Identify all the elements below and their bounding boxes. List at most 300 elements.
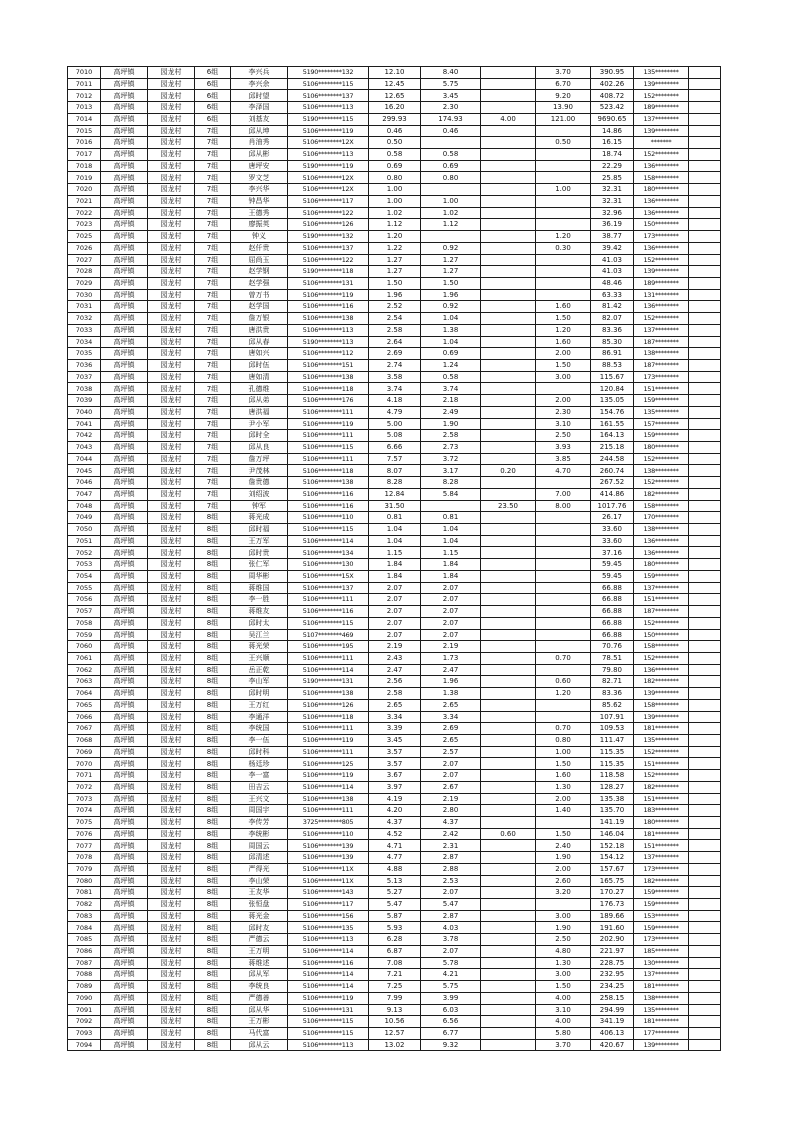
cell-group: 8组 [195, 770, 231, 782]
cell-town: 高坪镇 [101, 488, 148, 500]
cell-total_area: 5.08 [369, 430, 421, 442]
cell-phone: 135******** [634, 734, 689, 746]
cell-total_area: 1.04 [369, 535, 421, 547]
cell-id_number: 5190********115 [288, 113, 369, 125]
cell-total_area: 6.28 [369, 934, 421, 946]
cell-amount: 86.91 [591, 348, 634, 360]
cell-total_area: 4.20 [369, 805, 421, 817]
cell-phone: 181******** [634, 723, 689, 735]
cell-name: 罗文芝 [231, 172, 288, 184]
cell-area_b [481, 383, 536, 395]
cell-total_area: 1.15 [369, 547, 421, 559]
cell-town: 高坪镇 [101, 1004, 148, 1016]
cell-note [689, 945, 721, 957]
cell-area_a: 1.90 [421, 418, 481, 430]
cell-name: 李通洋 [231, 711, 288, 723]
cell-phone: 139******** [634, 125, 689, 137]
cell-total_area: 0.58 [369, 149, 421, 161]
cell-town: 高坪镇 [101, 395, 148, 407]
cell-phone: 138******** [634, 465, 689, 477]
cell-serial: 7093 [68, 1027, 101, 1039]
cell-total_area: 2.07 [369, 606, 421, 618]
cell-area_a: 0.46 [421, 125, 481, 137]
cell-town: 高坪镇 [101, 969, 148, 981]
cell-area_a: 6.03 [421, 1004, 481, 1016]
cell-town: 高坪镇 [101, 348, 148, 360]
cell-total_area: 1.84 [369, 559, 421, 571]
cell-area_a: 4.21 [421, 969, 481, 981]
cell-serial: 7047 [68, 488, 101, 500]
cell-town: 高坪镇 [101, 793, 148, 805]
cell-amount: 111.47 [591, 734, 634, 746]
cell-area_b [481, 418, 536, 430]
cell-amount: 38.77 [591, 231, 634, 243]
cell-town: 高坪镇 [101, 957, 148, 969]
cell-area_b [481, 102, 536, 114]
cell-phone: 181******** [634, 1016, 689, 1028]
cell-amount: 82.07 [591, 313, 634, 325]
cell-total_area: 12.84 [369, 488, 421, 500]
cell-group: 8组 [195, 617, 231, 629]
cell-area_b [481, 336, 536, 348]
cell-group: 7组 [195, 231, 231, 243]
cell-name: 王兴顺 [231, 652, 288, 664]
cell-total_area: 0.80 [369, 172, 421, 184]
cell-serial: 7027 [68, 254, 101, 266]
cell-town: 高坪镇 [101, 78, 148, 90]
cell-name: 李兴华 [231, 184, 288, 196]
cell-village: 园龙村 [148, 336, 195, 348]
table-row [68, 793, 721, 805]
cell-area_a: 1.04 [421, 524, 481, 536]
cell-area_a: 2.07 [421, 945, 481, 957]
cell-total_area: 2.74 [369, 359, 421, 371]
cell-village: 园龙村 [148, 734, 195, 746]
cell-id_number: 5106********116 [288, 488, 369, 500]
cell-area_b [481, 617, 536, 629]
cell-town: 高坪镇 [101, 758, 148, 770]
cell-area_c: 1.50 [536, 981, 591, 993]
cell-village: 园龙村 [148, 570, 195, 582]
table-row [68, 957, 721, 969]
cell-village: 园龙村 [148, 992, 195, 1004]
table-row [68, 981, 721, 993]
cell-total_area: 1.96 [369, 289, 421, 301]
cell-area_c: 3.00 [536, 371, 591, 383]
cell-amount: 176.73 [591, 899, 634, 911]
cell-serial: 7087 [68, 957, 101, 969]
cell-village: 园龙村 [148, 957, 195, 969]
table-row [68, 805, 721, 817]
cell-area_b [481, 359, 536, 371]
cell-area_a: 2.49 [421, 406, 481, 418]
cell-serial: 7049 [68, 512, 101, 524]
cell-area_c: 1.00 [536, 746, 591, 758]
cell-town: 高坪镇 [101, 570, 148, 582]
cell-phone: 139******** [634, 688, 689, 700]
cell-name: 王友华 [231, 887, 288, 899]
cell-area_a: 3.45 [421, 90, 481, 102]
table-row [68, 184, 721, 196]
cell-area_a: 0.80 [421, 172, 481, 184]
cell-total_area: 2.07 [369, 629, 421, 641]
cell-phone: 138******** [634, 992, 689, 1004]
cell-note [689, 852, 721, 864]
cell-amount: 215.18 [591, 442, 634, 454]
cell-group: 8组 [195, 781, 231, 793]
cell-area_c [536, 277, 591, 289]
cell-total_area: 12.65 [369, 90, 421, 102]
cell-area_c: 1.60 [536, 770, 591, 782]
cell-area_a: 2.87 [421, 852, 481, 864]
cell-amount: 152.18 [591, 840, 634, 852]
cell-note [689, 313, 721, 325]
cell-area_a: 2.07 [421, 582, 481, 594]
cell-area_a: 2.31 [421, 840, 481, 852]
cell-village: 园龙村 [148, 969, 195, 981]
cell-note [689, 957, 721, 969]
cell-area_c: 1.90 [536, 922, 591, 934]
cell-area_a: 0.92 [421, 242, 481, 254]
cell-phone: 151******** [634, 383, 689, 395]
cell-village: 园龙村 [148, 934, 195, 946]
cell-village: 园龙村 [148, 664, 195, 676]
cell-group: 7组 [195, 254, 231, 266]
cell-amount: 146.04 [591, 828, 634, 840]
cell-town: 高坪镇 [101, 981, 148, 993]
cell-name: 邱从云 [231, 1039, 288, 1051]
cell-village: 园龙村 [148, 945, 195, 957]
cell-note [689, 594, 721, 606]
cell-note [689, 301, 721, 313]
cell-amount: 135.70 [591, 805, 634, 817]
cell-id_number: 5106********115 [288, 524, 369, 536]
cell-town: 高坪镇 [101, 477, 148, 489]
cell-group: 8组 [195, 840, 231, 852]
cell-group: 8组 [195, 957, 231, 969]
cell-area_c: 3.00 [536, 910, 591, 922]
cell-area_a: 2.07 [421, 594, 481, 606]
cell-group: 8组 [195, 1016, 231, 1028]
table-row [68, 570, 721, 582]
cell-village: 园龙村 [148, 535, 195, 547]
table-row [68, 559, 721, 571]
cell-id_number: 5106********176 [288, 395, 369, 407]
cell-id_number: 5106********131 [288, 1004, 369, 1016]
cell-serial: 7033 [68, 324, 101, 336]
cell-town: 高坪镇 [101, 559, 148, 571]
cell-amount: 267.52 [591, 477, 634, 489]
cell-total_area: 9.13 [369, 1004, 421, 1016]
cell-town: 高坪镇 [101, 418, 148, 430]
table-row [68, 840, 721, 852]
cell-area_c [536, 664, 591, 676]
cell-group: 8组 [195, 1004, 231, 1016]
table-row [68, 113, 721, 125]
cell-phone: 152******** [634, 746, 689, 758]
cell-serial: 7081 [68, 887, 101, 899]
cell-total_area: 16.20 [369, 102, 421, 114]
cell-phone: 136******** [634, 547, 689, 559]
cell-area_b [481, 817, 536, 829]
cell-note [689, 406, 721, 418]
cell-id_number: 5106********122 [288, 207, 369, 219]
cell-group: 8组 [195, 641, 231, 653]
cell-id_number: 5106********135 [288, 922, 369, 934]
cell-group: 8组 [195, 863, 231, 875]
cell-note [689, 324, 721, 336]
cell-village: 园龙村 [148, 160, 195, 172]
cell-serial: 7054 [68, 570, 101, 582]
cell-amount: 164.13 [591, 430, 634, 442]
cell-phone: 173******** [634, 231, 689, 243]
cell-area_a: 1.02 [421, 207, 481, 219]
cell-id_number: 5106********116 [288, 500, 369, 512]
cell-phone: 137******** [634, 969, 689, 981]
cell-area_b [481, 676, 536, 688]
cell-group: 8组 [195, 699, 231, 711]
cell-serial: 7057 [68, 606, 101, 618]
cell-area_c: 0.30 [536, 242, 591, 254]
cell-note [689, 160, 721, 172]
cell-amount: 115.67 [591, 371, 634, 383]
table-row [68, 699, 721, 711]
cell-amount: 107.91 [591, 711, 634, 723]
cell-village: 园龙村 [148, 863, 195, 875]
cell-town: 高坪镇 [101, 149, 148, 161]
cell-name: 岳正乾 [231, 664, 288, 676]
cell-phone: 131******** [634, 289, 689, 301]
cell-town: 高坪镇 [101, 934, 148, 946]
cell-group: 7组 [195, 184, 231, 196]
cell-total_area: 3.67 [369, 770, 421, 782]
cell-note [689, 336, 721, 348]
cell-village: 园龙村 [148, 899, 195, 911]
cell-amount: 79.80 [591, 664, 634, 676]
cell-town: 高坪镇 [101, 547, 148, 559]
cell-town: 高坪镇 [101, 770, 148, 782]
cell-area_c [536, 149, 591, 161]
cell-group: 8组 [195, 547, 231, 559]
cell-area_b [481, 699, 536, 711]
cell-area_a: 2.18 [421, 395, 481, 407]
cell-village: 园龙村 [148, 805, 195, 817]
cell-total_area: 7.25 [369, 981, 421, 993]
cell-note [689, 184, 721, 196]
cell-note [689, 629, 721, 641]
cell-serial: 7017 [68, 149, 101, 161]
cell-phone: 157******** [634, 418, 689, 430]
cell-town: 高坪镇 [101, 184, 148, 196]
cell-village: 园龙村 [148, 324, 195, 336]
cell-serial: 7084 [68, 922, 101, 934]
cell-name: 邱从良 [231, 442, 288, 454]
cell-village: 园龙村 [148, 453, 195, 465]
cell-total_area: 3.57 [369, 758, 421, 770]
cell-village: 园龙村 [148, 395, 195, 407]
cell-id_number: 5106********117 [288, 195, 369, 207]
cell-note [689, 78, 721, 90]
cell-area_a: 5.47 [421, 899, 481, 911]
cell-area_b [481, 688, 536, 700]
cell-area_c: 7.00 [536, 488, 591, 500]
cell-name: 张仁军 [231, 559, 288, 571]
cell-amount: 390.95 [591, 67, 634, 79]
cell-serial: 7023 [68, 219, 101, 231]
cell-group: 8组 [195, 817, 231, 829]
cell-group: 7组 [195, 313, 231, 325]
cell-note [689, 254, 721, 266]
cell-group: 7组 [195, 277, 231, 289]
cell-area_a [421, 137, 481, 149]
table-row [68, 746, 721, 758]
cell-phone: 137******** [634, 582, 689, 594]
cell-serial: 7019 [68, 172, 101, 184]
cell-id_number: 5190********113 [288, 336, 369, 348]
cell-group: 8组 [195, 582, 231, 594]
cell-phone: 136******** [634, 160, 689, 172]
cell-town: 高坪镇 [101, 383, 148, 395]
cell-area_a: 4.37 [421, 817, 481, 829]
cell-phone: 158******** [634, 172, 689, 184]
cell-group: 8组 [195, 524, 231, 536]
cell-area_b: 0.20 [481, 465, 536, 477]
cell-town: 高坪镇 [101, 945, 148, 957]
cell-town: 高坪镇 [101, 266, 148, 278]
table-row [68, 277, 721, 289]
table-row [68, 828, 721, 840]
cell-area_c [536, 629, 591, 641]
cell-area_b [481, 160, 536, 172]
cell-group: 8组 [195, 711, 231, 723]
cell-village: 园龙村 [148, 277, 195, 289]
cell-area_c: 2.00 [536, 793, 591, 805]
cell-area_a: 8.28 [421, 477, 481, 489]
cell-amount: 260.74 [591, 465, 634, 477]
cell-note [689, 477, 721, 489]
cell-village: 园龙村 [148, 770, 195, 782]
cell-area_c: 1.50 [536, 828, 591, 840]
cell-area_c: 2.00 [536, 863, 591, 875]
table-row [68, 969, 721, 981]
cell-name: 李山荣 [231, 875, 288, 887]
cell-town: 高坪镇 [101, 231, 148, 243]
cell-village: 园龙村 [148, 195, 195, 207]
cell-area_c [536, 606, 591, 618]
cell-group: 8组 [195, 852, 231, 864]
cell-id_number: 5106********115 [288, 1016, 369, 1028]
table-row [68, 922, 721, 934]
table-row [68, 711, 721, 723]
cell-phone: 151******** [634, 594, 689, 606]
cell-area_a: 0.58 [421, 371, 481, 383]
cell-note [689, 90, 721, 102]
cell-note [689, 172, 721, 184]
cell-note [689, 418, 721, 430]
cell-group: 8组 [195, 981, 231, 993]
cell-village: 园龙村 [148, 594, 195, 606]
cell-town: 高坪镇 [101, 910, 148, 922]
cell-group: 6组 [195, 78, 231, 90]
cell-total_area: 12.10 [369, 67, 421, 79]
cell-area_c [536, 512, 591, 524]
cell-town: 高坪镇 [101, 723, 148, 735]
cell-area_c [536, 817, 591, 829]
cell-note [689, 395, 721, 407]
cell-area_b [481, 254, 536, 266]
table-row [68, 418, 721, 430]
cell-area_a: 1.04 [421, 336, 481, 348]
cell-phone: 138******** [634, 348, 689, 360]
cell-serial: 7029 [68, 277, 101, 289]
cell-village: 园龙村 [148, 418, 195, 430]
cell-village: 园龙村 [148, 430, 195, 442]
cell-town: 高坪镇 [101, 67, 148, 79]
cell-note [689, 734, 721, 746]
cell-town: 高坪镇 [101, 852, 148, 864]
cell-area_b [481, 149, 536, 161]
cell-id_number: 5106********137 [288, 582, 369, 594]
cell-amount: 232.95 [591, 969, 634, 981]
cell-amount: 32.96 [591, 207, 634, 219]
cell-group: 7组 [195, 430, 231, 442]
cell-group: 8组 [195, 746, 231, 758]
cell-area_b [481, 910, 536, 922]
cell-name: 邱时伍 [231, 359, 288, 371]
cell-note [689, 863, 721, 875]
table-row [68, 90, 721, 102]
cell-town: 高坪镇 [101, 442, 148, 454]
cell-serial: 7071 [68, 770, 101, 782]
cell-area_b [481, 664, 536, 676]
cell-area_a: 0.69 [421, 160, 481, 172]
cell-village: 园龙村 [148, 746, 195, 758]
cell-phone: 187******** [634, 359, 689, 371]
cell-area_a: 0.69 [421, 348, 481, 360]
cell-name: 蒋维国 [231, 582, 288, 594]
cell-group: 6组 [195, 113, 231, 125]
table-row [68, 641, 721, 653]
table-row [68, 336, 721, 348]
cell-town: 高坪镇 [101, 524, 148, 536]
cell-total_area: 2.07 [369, 582, 421, 594]
cell-phone: 152******** [634, 453, 689, 465]
cell-id_number: 5106********134 [288, 547, 369, 559]
cell-area_a: 5.78 [421, 957, 481, 969]
cell-total_area: 4.52 [369, 828, 421, 840]
cell-area_b [481, 242, 536, 254]
cell-area_b [481, 125, 536, 137]
cell-note [689, 219, 721, 231]
cell-area_a: 1.27 [421, 254, 481, 266]
cell-village: 园龙村 [148, 172, 195, 184]
cell-village: 园龙村 [148, 641, 195, 653]
table-row [68, 852, 721, 864]
cell-amount: 118.58 [591, 770, 634, 782]
cell-phone: 137******** [634, 852, 689, 864]
table-row [68, 465, 721, 477]
table-row [68, 254, 721, 266]
cell-area_c [536, 699, 591, 711]
cell-village: 园龙村 [148, 793, 195, 805]
cell-serial: 7067 [68, 723, 101, 735]
cell-id_number: 5106********119 [288, 418, 369, 430]
cell-phone: 182******** [634, 781, 689, 793]
cell-area_b [481, 1039, 536, 1051]
cell-amount: 523.42 [591, 102, 634, 114]
cell-name: 邱时明 [231, 688, 288, 700]
cell-id_number: 5106********138 [288, 477, 369, 489]
